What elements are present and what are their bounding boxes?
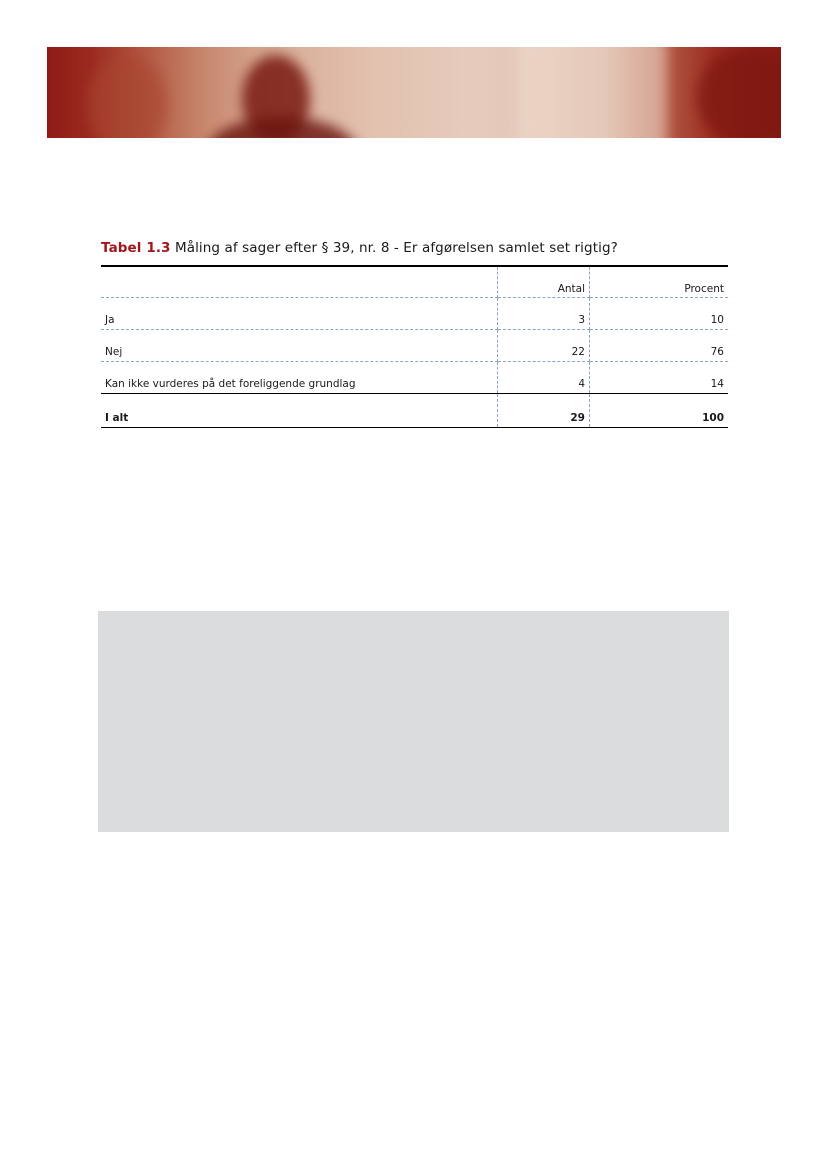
total-antal: 29 xyxy=(498,394,590,428)
banner-blur-shape-right xyxy=(697,47,781,138)
results-table xyxy=(101,265,728,428)
header-banner-image xyxy=(47,47,781,138)
row-antal: 22 xyxy=(498,330,590,362)
banner-person-body xyxy=(207,117,357,138)
row-procent: 76 xyxy=(590,330,729,362)
table-header-row xyxy=(101,266,728,298)
header-cell-blank xyxy=(101,266,498,298)
table-row xyxy=(101,362,728,394)
table-caption xyxy=(101,240,741,256)
banner-blur-shape xyxy=(87,57,167,138)
table-caption-label: Tabel 1.3 xyxy=(101,240,171,256)
row-procent: 14 xyxy=(590,362,729,394)
header-cell-antal: Antal xyxy=(498,266,590,298)
table-row xyxy=(101,330,728,362)
total-label: I alt xyxy=(101,394,498,428)
row-procent: 10 xyxy=(590,298,729,330)
row-antal: 3 xyxy=(498,298,590,330)
row-label: Ja xyxy=(101,298,498,330)
table-total-row xyxy=(101,394,728,428)
header-cell-procent: Procent xyxy=(590,266,729,298)
total-procent: 100 xyxy=(590,394,729,428)
banner-screen-shape xyxy=(517,47,667,138)
row-antal: 4 xyxy=(498,362,590,394)
row-label: Nej xyxy=(101,330,498,362)
table-caption-text: Måling af sager efter § 39, nr. 8 - Er afgørelsen samlet set rigtig? xyxy=(174,240,618,256)
table-row xyxy=(101,298,728,330)
row-label: Kan ikke vurderes på det foreliggende grundlag xyxy=(101,362,498,394)
gray-text-box xyxy=(98,611,729,832)
